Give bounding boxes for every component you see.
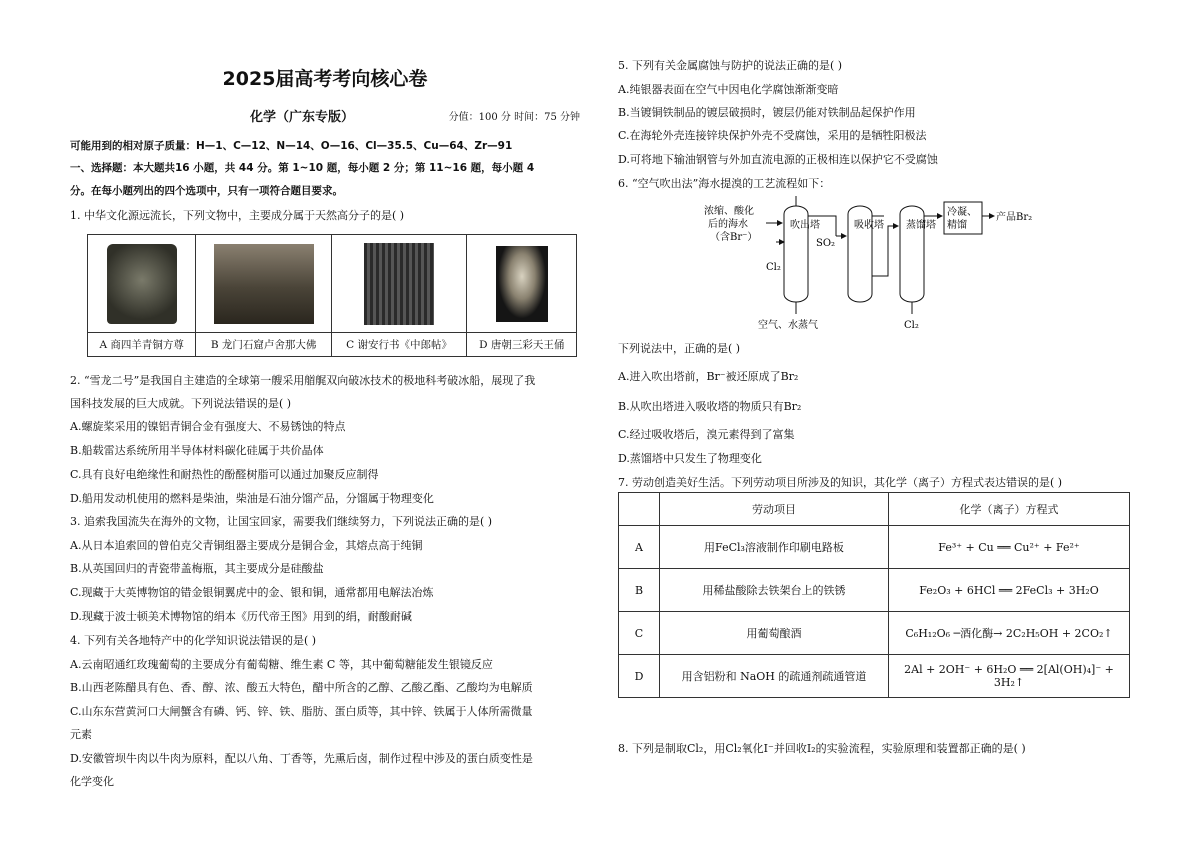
- q4-option-c-line-1: C.山东东营黄河口大闸蟹含有磷、钙、锌、铁、脂肪、蛋白质等，其中锌、铁属于人体所需微量: [70, 705, 533, 718]
- question-5: 5. 下列有关金属腐蚀与防护的说法正确的是( ): [618, 59, 843, 72]
- relic-image-d: [467, 235, 577, 333]
- q4-option-b: B.山西老陈醋具有色、香、醇、浓、酸五大特色，醋中所含的乙醇、乙酸乙酯、乙酸均为电解质: [70, 681, 533, 694]
- eq-row-a-equation: Fe³⁺ + Cu ══ Cu²⁺ + Fe²⁺: [889, 526, 1130, 569]
- relic-caption-c: C 谢安行书《中郎帖》: [331, 333, 467, 357]
- exam-title: 2025届高考考向核心卷: [222, 68, 428, 90]
- equation-table: [618, 492, 1130, 698]
- subject-name: 化学（广东专版）: [250, 110, 355, 125]
- eq-row-a-project: 用FeCl₃溶液制作印刷电路板: [660, 526, 889, 569]
- atomic-masses: 可能用到的相对原子质量：H—1、C—12、N—14、O—16、Cl—35.5、Cu—64、Zr—91: [70, 140, 513, 152]
- question-6: 6. “空气吹出法”海水提溴的工艺流程如下：: [618, 177, 831, 190]
- eq-row-d-equation: 2Al + 2OH⁻ + 6H₂O ══ 2[Al(OH)₄]⁻ + 3H₂↑: [889, 655, 1130, 698]
- eq-row-b-equation: Fe₂O₃ + 6HCl ══ 2FeCl₃ + 3H₂O: [889, 569, 1130, 612]
- cl2-bottom-label: Cl₂: [904, 320, 919, 331]
- eq-row-d-project: 用含铝粉和 NaOH 的疏通剂疏通管道: [660, 655, 889, 698]
- distillation-tower-label: 蒸馏塔: [906, 220, 936, 231]
- relic-image-a: [88, 235, 196, 333]
- q4-option-a: A.云南昭通红玫瑰葡萄的主要成分有葡萄糖、维生素 C 等，其中葡萄糖能发生银镜反应: [70, 658, 493, 671]
- q3-option-c: C.现藏于大英博物馆的错金银铜翼虎中的金、银和铜，通常都用电解法冶炼: [70, 586, 434, 599]
- air-steam-label: 空气、水蒸气: [758, 320, 818, 331]
- relic-caption-d: D 唐朝三彩天王俑: [467, 333, 577, 357]
- section-instructions-1: 一、选择题：本大题共16 小题，共 44 分。第 1~10 题，每小题 2 分；第 11~16 题，每小题 4: [70, 162, 535, 174]
- q2-option-c: C.具有良好电绝缘性和耐热性的酚醛树脂可以通过加聚反应制得: [70, 468, 379, 481]
- product-label: 产品Br₂: [996, 212, 1033, 223]
- absorption-tower-label: 吸收塔: [854, 220, 884, 231]
- eq-row-b-project: 用稀盐酸除去铁架台上的铁锈: [660, 569, 889, 612]
- q5-option-b: B.当镀铜铁制品的镀层破损时，镀层仍能对铁制品起保护作用: [618, 106, 916, 119]
- cl2-top-label: Cl₂: [766, 262, 781, 273]
- question-1: 1. 中华文化源远流长，下列文物中，主要成分属于天然高分子的是( ): [70, 209, 405, 222]
- feed-label-3: （含Br⁻）: [710, 232, 758, 243]
- eq-row-b-letter: B: [619, 569, 660, 612]
- eq-row-d-letter: D: [619, 655, 660, 698]
- q3-option-b: B.从英国回归的青瓷带盖梅瓶，其主要成分是硅酸盐: [70, 562, 324, 575]
- eq-row-c-letter: C: [619, 612, 660, 655]
- relic-image-b: [196, 235, 331, 333]
- score-time: 分值：100 分 时间：75 分钟: [448, 112, 580, 123]
- so2-label: SO₂: [816, 238, 836, 249]
- q6-option-a: A.进入吹出塔前，Br⁻被还原成了Br₂: [618, 370, 799, 383]
- condense-label-1: 冷凝、: [947, 207, 977, 218]
- relic-caption-a: A 商四羊青铜方尊: [88, 333, 196, 357]
- blowout-tower-label-1: 吹出塔: [790, 220, 820, 231]
- q2-option-d: D.船用发动机使用的燃料是柴油，柴油是石油分馏产品，分馏属于物理变化: [70, 492, 434, 505]
- eq-row-c-project: 用葡萄酿酒: [660, 612, 889, 655]
- question-3: 3. 追索我国流失在海外的文物，让国宝回家，需要我们继续努力，下列说法正确的是( ): [70, 515, 493, 528]
- eq-header-equation: 化学（离子）方程式: [889, 493, 1130, 526]
- question-2-line-2: 国科技发展的巨大成就。下列说法错误的是( ): [70, 397, 292, 410]
- q2-option-b: B.船载雷达系统所用半导体材料碳化硅属于共价晶体: [70, 444, 324, 457]
- q5-option-a: A.纯银器表面在空气中因电化学腐蚀渐渐变暗: [618, 83, 839, 96]
- q3-option-d: D.现藏于波士顿美术博物馆的绢本《历代帝王图》用到的绢，耐酸耐碱: [70, 610, 412, 623]
- q6-option-c: C.经过吸收塔后，溴元素得到了富集: [618, 428, 795, 441]
- q4-option-c-line-2: 元素: [70, 728, 92, 741]
- relic-image-c: [331, 235, 467, 333]
- eq-row-a-letter: A: [619, 526, 660, 569]
- question-4: 4. 下列有关各地特产中的化学知识说法错误的是( ): [70, 634, 317, 647]
- q3-option-a: A.从日本追索回的曾伯克父青铜组器主要成分是铜合金，其熔点高于纯铜: [70, 539, 423, 552]
- question-6-ask: 下列说法中，正确的是( ): [618, 342, 741, 355]
- section-instructions-2: 分。在每小题列出的四个选项中，只有一项符合题目要求。: [70, 185, 343, 197]
- question-2-line-1: 2. “雪龙二号”是我国自主建造的全球第一艘采用艏艉双向破冰技术的极地科考破冰船，展现了我: [70, 374, 536, 387]
- question-8: 8. 下列是制取Cl₂，用Cl₂氧化I⁻并回收I₂的实验流程，实验原理和装置都正确的是( ): [618, 742, 1026, 755]
- q4-option-d-line-2: 化学变化: [70, 775, 114, 788]
- q6-option-d: D.蒸馏塔中只发生了物理变化: [618, 452, 762, 465]
- eq-header-project: 劳动项目: [660, 493, 889, 526]
- condense-label-2: 精馏: [947, 220, 967, 231]
- q5-option-d: D.可将地下输油钢管与外加直流电源的正极相连以保护它不受腐蚀: [618, 153, 938, 166]
- relic-caption-b: B 龙门石窟卢舍那大佛: [196, 333, 331, 357]
- eq-header-blank: [619, 493, 660, 526]
- q5-option-c: C.在海轮外壳连接锌块保护外壳不受腐蚀，采用的是牺牲阳极法: [618, 129, 927, 142]
- q4-option-d-line-1: D.安徽管坝牛肉以牛肉为原料，配以八角、丁香等，先熏后卤，制作过程中涉及的蛋白质变性是: [70, 752, 533, 765]
- question-7: 7. 劳动创造美好生活。下列劳动项目所涉及的知识，其化学（离子）方程式表达错误的是( ): [618, 476, 1063, 489]
- feed-label-1: 浓缩、酸化: [704, 206, 754, 217]
- q2-option-a: A.螺旋桨采用的镍铝青铜合金有强度大、不易锈蚀的特点: [70, 420, 346, 433]
- bromine-flow-diagram: [704, 196, 1044, 336]
- q6-option-b: B.从吹出塔进入吸收塔的物质只有Br₂: [618, 400, 802, 413]
- eq-row-c-equation: C₆H₁₂O₆ ─酒化酶→ 2C₂H₅OH + 2CO₂↑: [889, 612, 1130, 655]
- feed-label-2: 后的海水: [708, 219, 748, 230]
- relic-table: [87, 234, 577, 357]
